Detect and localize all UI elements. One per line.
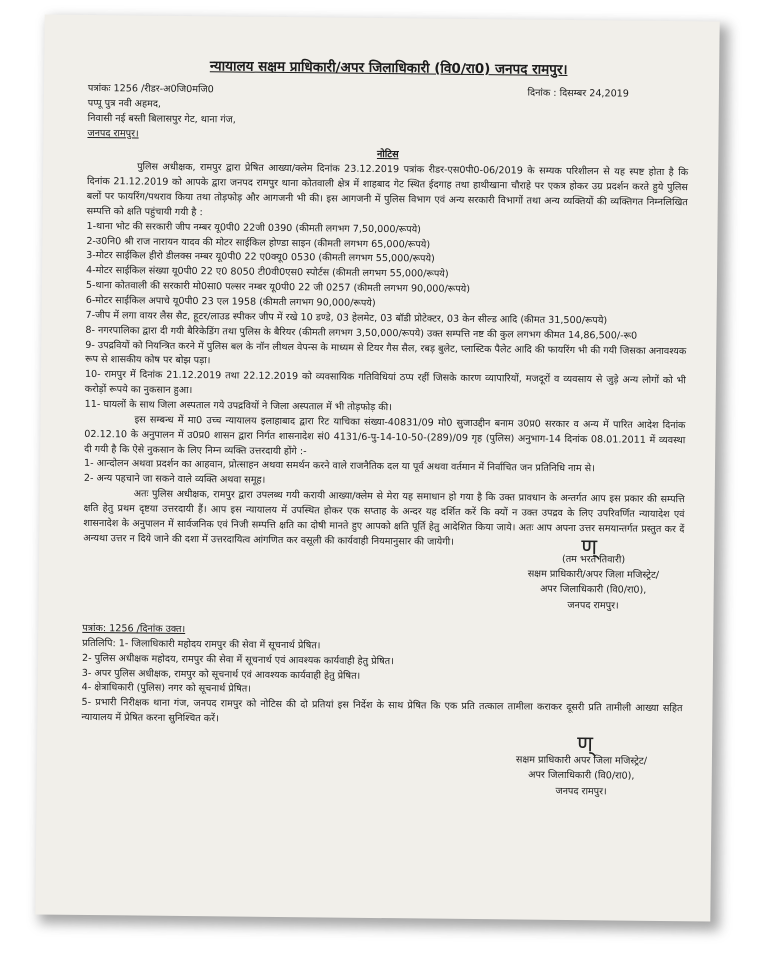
court-order-paragraph: इस सम्बन्ध में मा0 उच्च न्यायालय इलाहाबाद द्वारा रिट याचिका संख्या-40831/09 मो0 सुजाउद्दीन बनाम उ0प्र0 सरकार व अन्य में पारित आदेश दिनांक 02.12.10 के अनुपालन में उ0प्र0 शासन द्वारा निर्गत शासनादेश सं0 4131/6-पु-14-10-50-(289)/09 गृह (पुलिस) अनुभाग-14 दिनांक 08.01.2011 में व्यवस्था दी गयी है कि ऐसे नुकसान के लिए निम्न व्यक्ति उत्तरदायी होंगे :-	[84, 414, 686, 457]
damage-item: 3-मोटर साईकिल हीरो डीलक्स नम्बर यू0पी0 22 ए0क्यू0 0530 (कीमती लगभग 55,000/रूपये)	[86, 250, 435, 265]
officer-designation: सक्षम प्राधिकारी/अपर जिला मजिस्ट्रेट/	[527, 568, 660, 581]
addressee-line: निवासी नई बस्ती बिलासपुर गेट, थाना गंज,	[87, 112, 236, 126]
notice-heading: नोटिस	[376, 149, 399, 161]
liability-item: 1- आन्दोलन अथवा प्रदर्शन का आहवान, प्रोत्साहन अथवा समर्थन करने वाले राजनैतिक दल या पूर्व अथवा वर्तमान में निर्वाचित जन प्रतिनिधि नाम से।	[83, 458, 595, 475]
copy-block	[81, 622, 683, 732]
court-title: न्यायालय सक्षम प्राधिकारी/अपर जिलाधिकारी (वि0/रा0) जनपद रामपुर।	[209, 58, 568, 78]
officer-name: (तम भरत तिवारी)	[561, 553, 626, 566]
signature-block-2	[481, 732, 682, 800]
addressee-block	[87, 97, 688, 148]
damage-list	[85, 220, 688, 419]
officer-designation: जनपद रामपुर।	[555, 785, 607, 798]
officer-designation: अपर जिलाधिकारी (वि0/रा0),	[540, 583, 647, 597]
notice-date: दिनांक : दिसम्बर 24,2019	[527, 87, 629, 100]
reference-number: पत्रांकः 1256 /रीडर-अ0जि0मजि0	[87, 82, 214, 96]
copy-item: 2- पुलिस अधीक्षक महोदय, रामपुर की सेवा में सूचनार्थ एवं आवश्यक कार्यवाही हेतु प्रेषित।	[81, 652, 394, 667]
damage-item: 8- नगरपालिका द्वारा दी गयी बैरिकेडिंग तथा पुलिस के बैरियर (कीमती लगभग 3,50,000/रूपये) उक्त सम्पत्ति नष्ट की कुल लगभग कीमत 14,86,500/-रू0	[85, 324, 638, 342]
signature-mark: ण्	[581, 534, 598, 560]
damage-item: 5-थाना कोतवाली की सरकारी मो0सा0 पल्सर नम्बर यू0पी0 22 जी 0257 (कीमती लगभग 90,000/रूपये)	[85, 280, 471, 296]
copy-item: 3- अपर पुलिस अधीक्षक, रामपुर को सूचनार्थ एवं आवश्यक कार्यवाही हेतु प्रेषित।	[81, 667, 361, 682]
damage-item: 10- रामपुर में दिनांक 21.12.2019 तथा 22.12.2019 को व्यवसायिक गतिविधियां ठप्प रहीं जिसके कारण व्यापारियों, मजदूरों व व्यवसाय से जुड़े अन्य लोगों को भी करोड़ों रूपये का नुकसान हुआ।	[84, 369, 686, 397]
signature-mark: ण्	[576, 732, 594, 758]
copy-reference: पत्रांक: 1256 /दिनांक उक्त।	[82, 622, 186, 635]
conclusion-paragraph: अतः पुलिस अधीक्षक, रामपुर द्वारा उपलब्ध गयी करायी आख्या/क्लेम से मेरा यह समाधान हो गया है कि उक्त प्रावधान के अन्तर्गत आप इस प्रकार की सम्पत्ति क्षति हेतु प्रथम दृष्टया उत्तरदायी हैं। आप इस न्यायालय में उपस्थित होकर एक सप्ताह के अन्दर यह दर्शित करें कि क्यों न उक्त उपद्रव के लिए उपरिवर्णित न्यायादेश एवं शासनादेश के अनुपालन में सार्वजनिक एवं निजी सम्पत्ति क्षति का दोषी मानते हुए आपको क्षति पूर्ति हेतु आदेशित किया जाये। अतः आप अपना उत्तर समयान्तर्गत प्रस्तुत कर दें अन्यथा उत्तर न दिये जाने की दशा में उत्तरदायित्व आंगणित कर वसूली की कार्यवाही नियमानुसार की जायेगी।	[83, 488, 685, 548]
copy-item: प्रतिलिपि: 1- जिलाधिकारी महोदय रामपुर की सेवा में सूचनार्थ प्रेषित।	[82, 637, 321, 652]
liability-item: 2- अन्य पहचाने जा सकने वाले व्यक्ति अथवा समूह।	[83, 473, 266, 487]
intro-paragraph: पुलिस अधीक्षक, रामपुर द्वारा प्रेषित आख्या/क्लेम दिनांक 23.12.2019 पत्रांक रीडर-एस0पी0-06/2019 के सम्यक परिशीलन से यह स्पष्ट होता है कि दिनांक 21.12.2019 को आपके द्वारा जनपद रामपुर थाना कोतवाली क्षेत्र में शाहबाद गेट स्थित ईदगाह तथा हाथीखाना चौराहे पर एकत्र होकर उग्र प्रदर्शन करते हुये पुलिस बलों पर फायरिंग/पथराव किया तथा तोड़फोड़ और आगजनी भी की। इस आगजनी में पुलिस विभाग एवं अन्य सरकारी विभागों तथा अन्य व्यक्तियों की व्यक्तिगत निम्नलिखित सम्पत्ति को क्षति पहुंचायी गयी है :	[86, 161, 689, 218]
signature-block-1	[502, 534, 684, 614]
damage-item: 7-जीप में लगा वायर लैस सैट, हूटर/लाउड स्पीकर जीप में रखे 10 डण्डे, 03 हेलमेट, 03 बॉडी प्रोटेक्टर, 03 केन सील्ड आदि (कीमत 31,500/रूपये)	[85, 309, 608, 327]
officer-designation: जनपद रामपुर।	[567, 599, 619, 612]
notice-document	[35, 14, 719, 921]
officer-designation: अपर जिलाधिकारी (वि0/रा0),	[528, 769, 635, 783]
damage-item: 9- उपद्रवियों को नियन्त्रित करने में पुलिस बल के नॉन लीथल वेपन्स के माध्यम से टियर गैस सैल, रबड़ बुलेट, प्लास्टिक पैलेट आदि की फायरिंग भी की गयी जिसका अनावश्यक रूप से शासकीय कोष पर बोझ पड़ा।	[85, 339, 687, 367]
copy-item: 4- क्षेत्राधिकारी (पुलिस) नगर को सूचनार्थ प्रेषित।	[81, 682, 251, 696]
damage-item: 6-मोटर साईकिल अपाचे यू0पी0 23 एल 1958 (कीमती लगभग 90,000/रूपये)	[85, 294, 376, 309]
copy-item: 5- प्रभारी निरीक्षक थाना गंज, जनपद रामपुर को नोटिस की दो प्रतियां इस निर्देश के साथ प्रेषित कि एक प्रति तत्काल तामीला कराकर दूसरी प्रति तामीली आख्या सहित न्यायालय में प्रेषित करना सुनिश्चित करें।	[81, 697, 683, 725]
damage-item: 2-उ0नि0 श्री राज नारायन यादव की मोटर साईकिल होण्डा साइन (कीमती लगभग 65,000/रूपये)	[86, 235, 431, 251]
officer-designation: सक्षम प्राधिकारी अपर जिला मजिस्ट्रेट/	[515, 754, 648, 767]
damage-item: 11- घायलों के साथ जिला अस्पताल गये उपद्रवियों ने जिला अस्पताल में भी तोड़फोड़ की।	[84, 398, 392, 414]
damage-item: 4-मोटर साईकिल संख्या यू0पी0 22 ए0 8050 टी0वी0एस0 स्पोर्टस (कीमती लगभग 55,000/रूपये)	[85, 265, 449, 280]
addressee-line: जनपद रामपुर।	[87, 127, 139, 139]
damage-item: 1-थाना भोट की सरकारी जीप नम्बर यू0पी0 22जी 0390 (कीमती लगभग 7,50,000/रूपये)	[86, 220, 422, 236]
addressee-line: पप्पू पुत्र नवी अहमद,	[87, 97, 162, 110]
